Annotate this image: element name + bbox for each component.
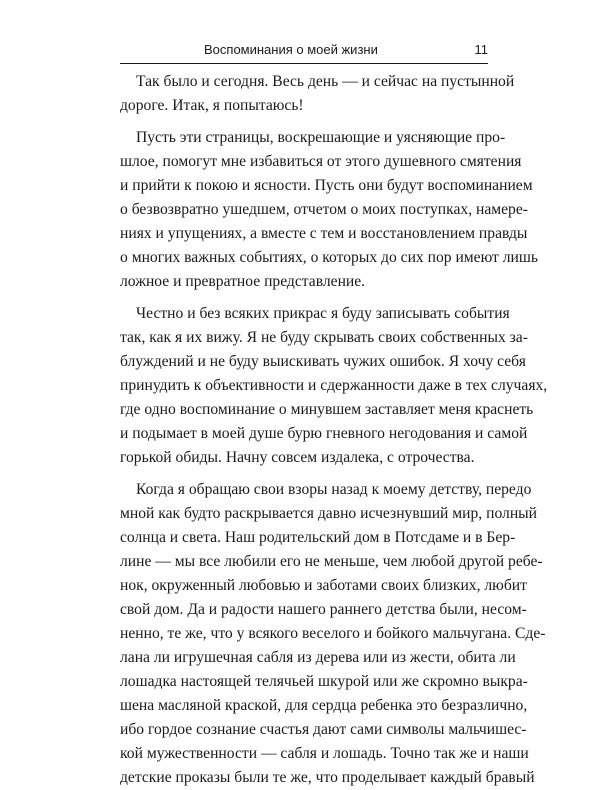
- text-line: так, как я их вижу. Я не буду скрывать своих собственных за-: [120, 329, 528, 346]
- text-line: свой дом. Да и радости нашего раннего детства были, несом-: [120, 601, 527, 618]
- paragraph-gap: [120, 294, 488, 302]
- text-line: принудить к объективности и сдержанности даже в тех случаях,: [120, 377, 548, 394]
- paragraph-gap: [120, 118, 488, 126]
- text-line: ибо гордое сознание счастья дают сами символы мальчишес-: [120, 721, 527, 738]
- running-title: Воспоминания о моей жизни: [204, 42, 378, 57]
- text-line: кой мужественности — сабля и лошадь. Точно так же и наши: [120, 745, 529, 762]
- text-line: и подымает в моей душе бурю гневного негодования и самой: [120, 425, 528, 442]
- body-text: [120, 70, 548, 790]
- running-head: [120, 42, 488, 62]
- text-line: горькой обиды. Начну совсем издалека, с отрочества.: [120, 449, 475, 466]
- text-line: солнца и света. Наш родительский дом в Потсдаме и в Бер-: [120, 529, 516, 546]
- paragraph: [120, 302, 548, 470]
- paragraph: [120, 478, 546, 790]
- text-line: шлое, помогут мне избавиться от этого душевного смятения: [120, 153, 522, 170]
- text-line: о безвозвратно ушедшем, отчетом о моих поступках, намере-: [120, 201, 528, 218]
- text-line: ложное и превратное представление.: [120, 273, 366, 290]
- text-line: Когда я обращаю свои взоры назад к моему детству, передо: [136, 481, 532, 498]
- text-line: Пусть эти страницы, воскрешающие и уясняющие про-: [136, 129, 506, 146]
- text-line: детские проказы были те же, что проделывает каждый бравый: [120, 769, 535, 786]
- text-line: ниях и упущениях, а вместе с тем и восстановлением правды: [120, 225, 528, 242]
- text-line: ненно, те же, что у всякого веселого и бойкого мальчугана. Сде-: [120, 625, 546, 642]
- page-number: 11: [474, 42, 488, 57]
- text-line: мной как будто раскрывается давно исчезнувший мир, полный: [120, 505, 537, 522]
- text-line: лана ли игрушечная сабля из дерева или из жести, обита ли: [120, 649, 516, 666]
- text-line: Так было и сегодня. Весь день — и сейчас на пустынной: [136, 73, 515, 90]
- text-line: о многих важных событиях, о которых до сих пор имеют лишь: [120, 249, 538, 266]
- header-rule: [120, 63, 488, 64]
- text-line: и прийти к покою и ясности. Пусть они будут воспоминанием: [120, 177, 533, 194]
- text-line: дороге. Итак, я попытаюсь!: [120, 97, 304, 114]
- text-line: лошадка настоящей телячьей шкурой или же скромно выкра-: [120, 673, 528, 690]
- text-line: Честно и без всяких прикрас я буду записывать события: [136, 305, 510, 322]
- text-line: шена масляной краской, для сердца ребенка это безразлично,: [120, 697, 528, 714]
- paragraph: [120, 126, 538, 294]
- text-line: блуждений и не буду выискивать чужих ошибок. Я хочу себя: [120, 353, 526, 370]
- text-line: где одно воспоминание о минувшем заставляет меня краснеть: [120, 401, 534, 418]
- paragraph: [120, 70, 515, 118]
- paragraph-gap: [120, 470, 488, 478]
- text-line: нок, окруженный любовью и заботами своих близких, любит: [120, 577, 527, 594]
- text-line: лине — мы все любили его не меньше, чем любой другой ребе-: [120, 553, 543, 570]
